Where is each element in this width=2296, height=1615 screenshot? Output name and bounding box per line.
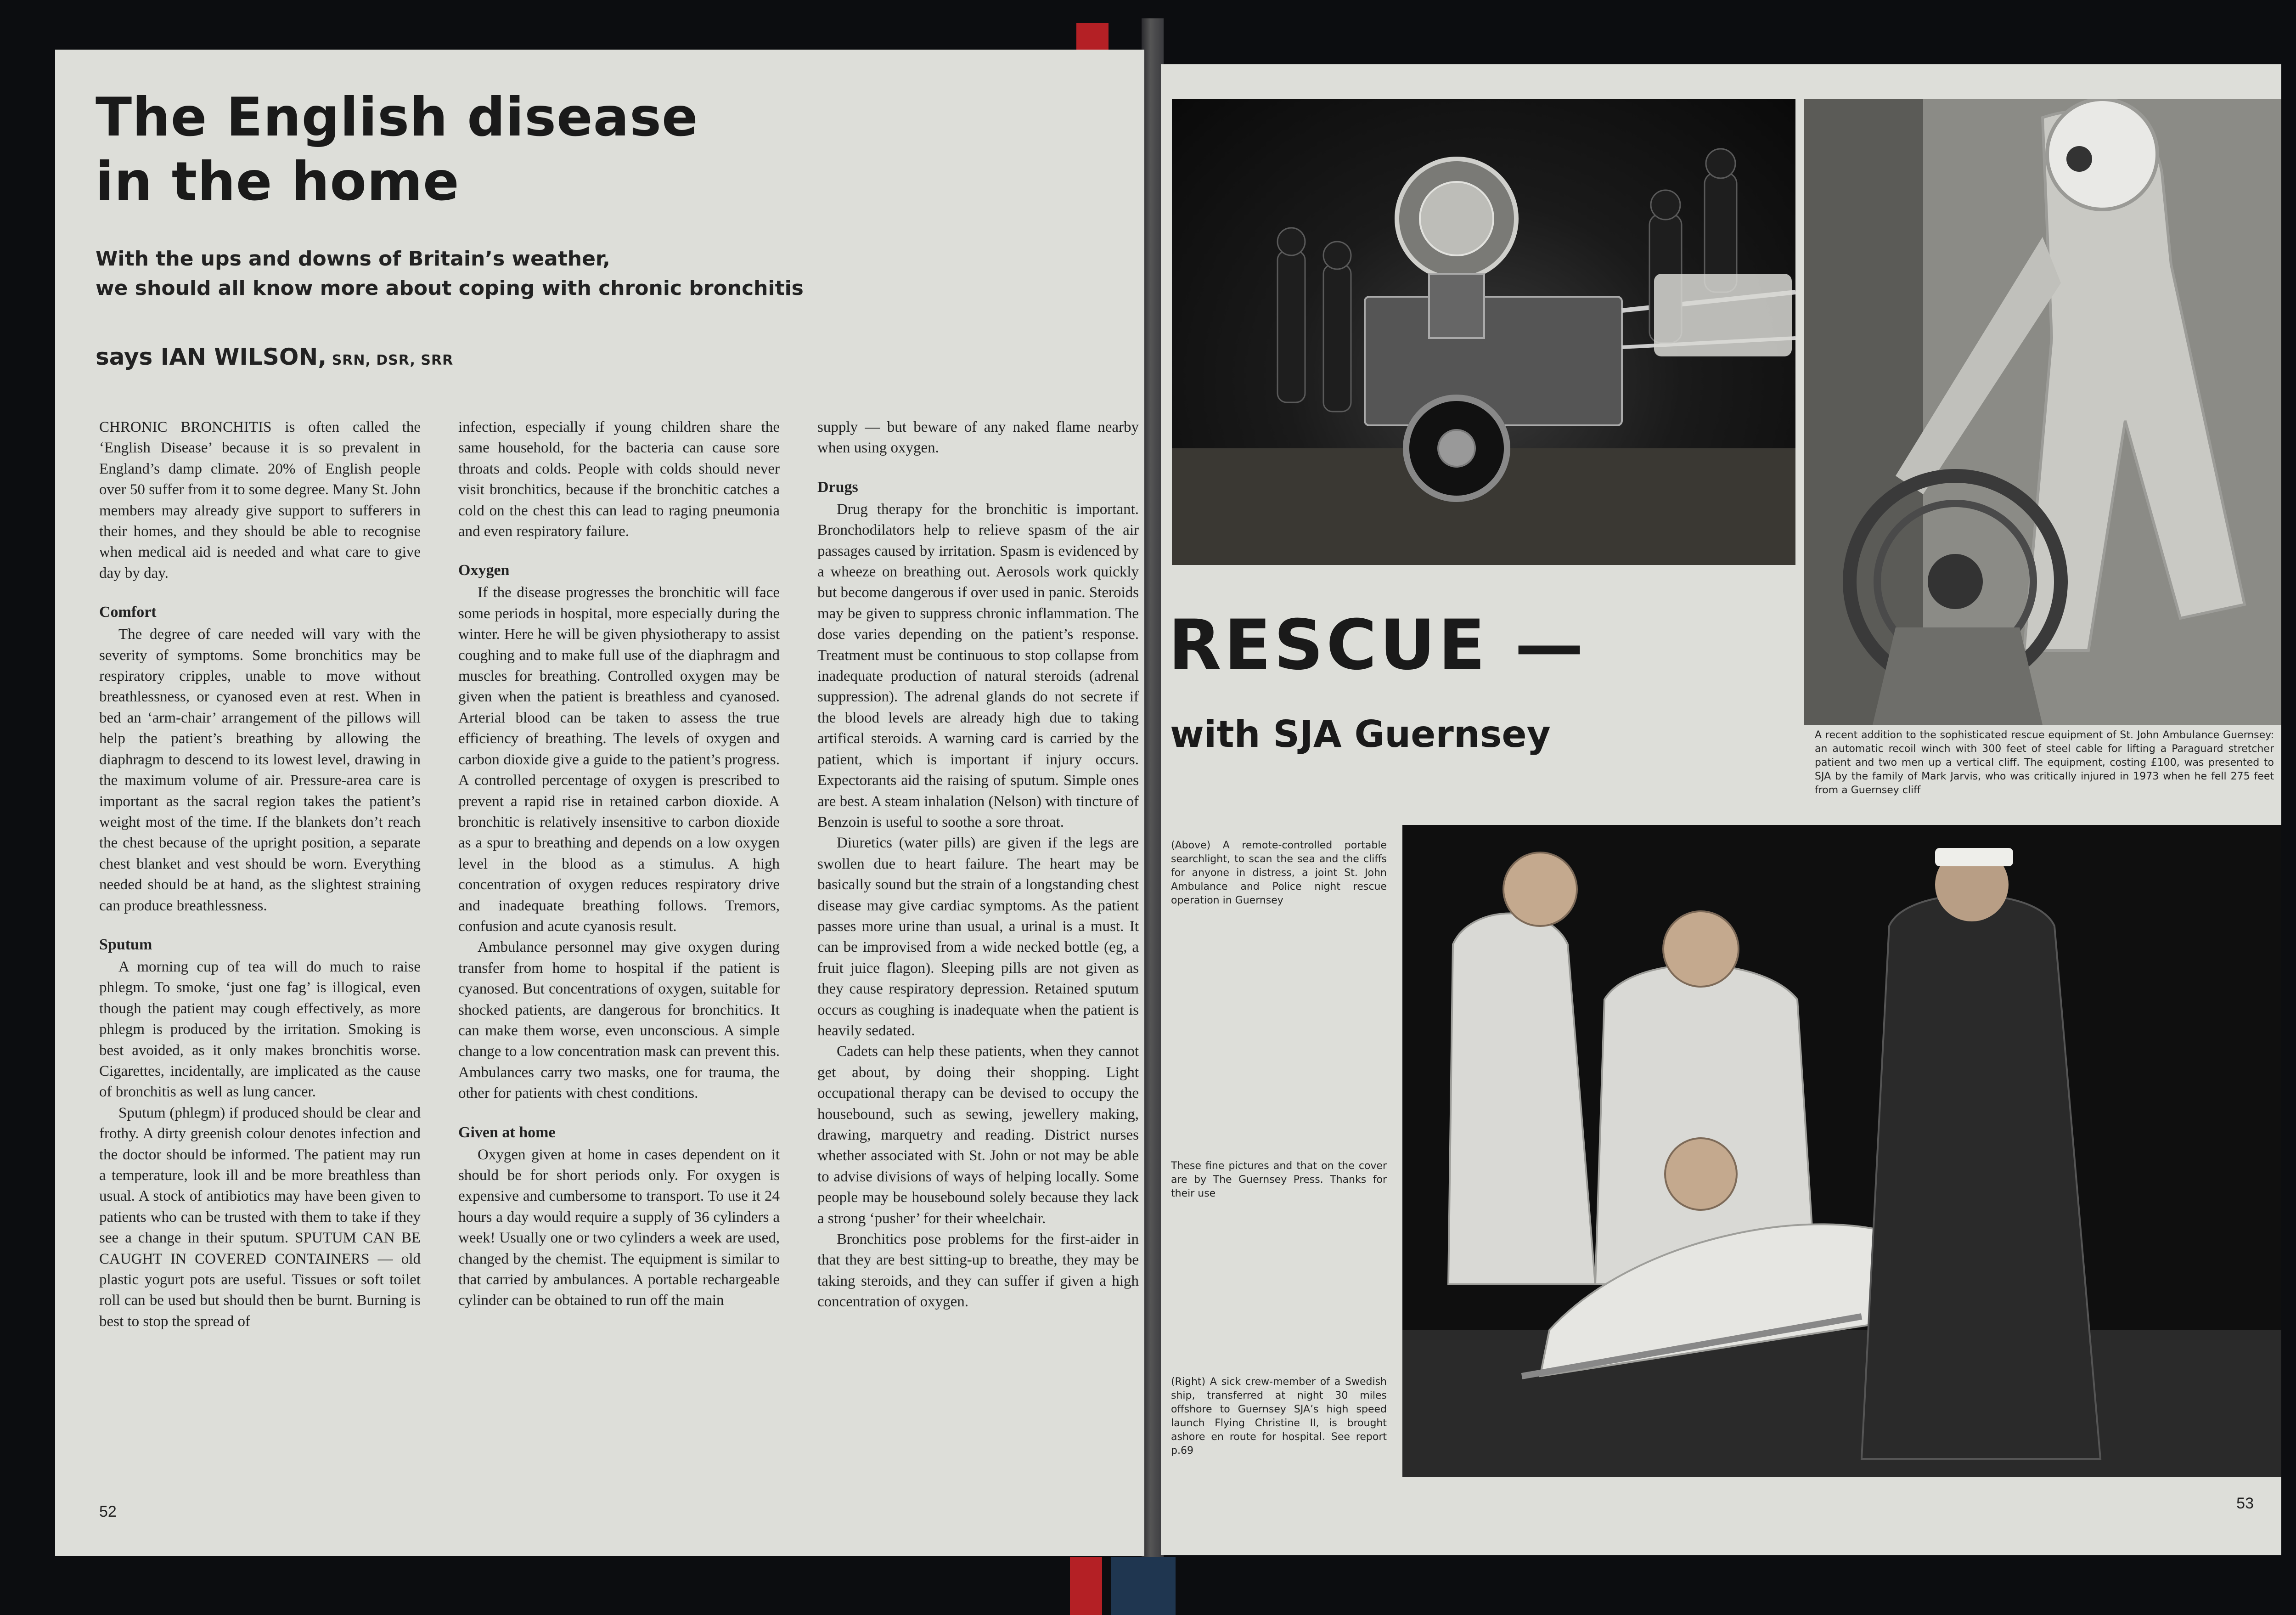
oxygen-paragraph-1: If the disease progresses the bronchitic will face some periods in hospital, more especially during the winter. Here he will be given physiotherapy to assist coughing and to make full use of the diaphragm and muscles for breathing. Controlled oxygen may be given when the patient is breathless and cyanosed. Arterial blood can be taken to assess the true efficiency of breathing. The levels of oxygen and carbon dioxide give a guide to the patient’s progress. A controlled percentage of oxygen is prescribed to prevent a rapid rise in retained carbon dioxide. A bronchitic is relatively insensitive to carbon dioxide as a spur to breathing and depends on a low oxygen level in the blood as a stimulus. A high concentration of oxygen reduces respiratory drive and inadequate breathing follows. Tremors, confusion and acute cyanosis result. [458,584,780,935]
sputum-paragraph-2: Sputum (phlegm) if produced should be clear and frothy. A dirty greenish colour denotes infection and the doctor should be informed. The patient may run a temperature, look ill and be more breathless than usual. A stock of antibiotics may have been given to patients who can be trusted with them to take if they see a change in their sputum. SPUTUM CAN BE CAUGHT IN COVERED CONTAINERS — old plastic yogurt pots are useful. Tissues or soft toilet roll can be used but should then be burnt. Burning is best to stop the spread of [99,1104,421,1330]
text-column-3 [817,417,1139,1313]
rescue-headline: RESCUE — [1168,605,1587,685]
drugs-paragraph-3: Cadets can help these patients, when they cannot get about, by doing their shopping. Light occupational therapy can be devised to occupy the housebound, such as sewing, jewellery making, drawing, marquetry and reading. District nurses whether associated with St. John or not may be able to advise divisions of ways of helping locally. Some people may be housebound solely because they lack a strong ‘pusher’ for their wheelchair. [817,1043,1139,1227]
section-heading-comfort: Comfort [99,604,157,621]
article-title [96,85,698,214]
rescue-subhead: with SJA Guernsey [1170,713,1551,756]
comfort-paragraph: The degree of care needed will vary with the severity of symptoms. Some bronchitics may be respiratory cripples, unable to move without breathlessness, or cyanosed even at rest. When in bed an ‘arm-chair’ arrangement of the pillows will help the patient’s breathing by allowing the diaphragm to descend to its lowest level, drawing in the maximum volume of air. Pressure-area care is important as the sacral region takes the patient’s weight most of the time. If the blankets don’t reach the chest because of the upright position, a separate chest blanket and vest should be worn. Everything needed should be at hand, as the slightest straining can produce breathlessness. [99,626,421,914]
section-heading-sputum: Sputum [99,936,152,953]
drugs-paragraph-4: Bronchitics pose problems for the first-aider in that they are best sitting-up to breathe, they may be taking steroids, and they can suffer if given a high concentration of oxygen. [817,1231,1139,1310]
spine-ribbon-top [1076,23,1109,51]
photo-stretcher-rescue [1402,825,2281,1477]
oxygen-paragraph-2: Ambulance personnel may give oxygen during transfer from home to hospital if the patient is cyanosed. But concentrations of oxygen, suitable for shocked patients, are dangerous for bronchitics. It can make them worse, even unconscious. A simple change to a low concentration mask can prevent this. Ambulances carry two masks, one for trauma, the other for patients with chest conditions. [458,939,780,1102]
drugs-paragraph-1: Drug therapy for the bronchitic is important. Bronchodilators help to relieve spasm of the air passages caused by irritation. Spasm is evidenced by a wheeze on breathing out. Aerosols work quickly but become dangerous if over used in panic. Steroids may be given to suppress chronic inflammation. The dose varies depending on the patient’s response. Treatment must be continuous to stop collapse from inadequate production of natural steroids (adrenal suppression). The adrenal glands do not secrete if the blood levels are already high due to taking artifical steroids. A warning card is carried by the patient, which is important if injury occurs. Expectorants aid the raising of sputum. Simple ones are best. A steam inhalation (Nelson) with tincture of Benzoin is useful to soothe a sore throat. [817,501,1139,830]
home-paragraph: Oxygen given at home in cases dependent on it should be for short periods only. For oxygen is expensive and cumbersome to transport. To use it 24 hours a day would require a supply of 36 cylinders a week! Usually one or two cylinders a week are used, changed by the chemist. The equipment is similar to that carried by ambulances. A portable rechargeable cylinder can be obtained to run off the main [458,1146,780,1309]
sputum-paragraph-1: A morning cup of tea will do much to raise phlegm. To smoke, ‘just one fag’ is illogical, even though the patient may cough effectively, as more phlegm is produced by the irritation. Smoking is best avoided, as it only makes bronchitis worse. Cigarettes, incidentally, are implicated as the cause of bronchitis as well as lung cancer. [99,958,421,1101]
continued-paragraph: infection, especially if young children share the same household, for the bacteria can cause sore throats and colds. People with colds should never visit bronchitics, because if the bronchitic catches a cold on the chest this can lead to raging pneumonia and even respiratory failure. [458,419,780,540]
text-column-1 [99,417,421,1332]
drugs-paragraph-2: Diuretics (water pills) are given if the legs are swollen due to heart failure. The heart may be basically sound but the strain of a longstanding chest disease may give cardiac symptoms. As the patient passes more urine than usual, a urinal is a must. It can be improvised from a wide necked bottle (eg, a fruit juice flagon). Sleeping pills are not given as they cause respiratory depression. Retained sputum occurs as coughing is inadequate when the patient is heavily sedated. [817,835,1139,1039]
deck-line-2: we should all know more about coping with chronic bronchitis [96,277,804,300]
deck-line-1: With the ups and downs of Britain’s weather, [96,247,610,271]
section-heading-drugs: Drugs [817,478,858,496]
article-title-line-2: in the home [96,151,460,213]
caption-winch: A recent addition to the sophisticated rescue equipment of St. John Ambulance Guernsey: an automatic recoil winch with 300 feet of steel cable for lifting a Paraguard stretcher patient and two men up a vertical cliff. The equipment, costing £100, was presented to SJA by the family of Mark Jarvis, who was critically injured in 1973 when he fell 275 feet from a Guernsey cliff [1815,729,2274,796]
photo-recoil-winch [1804,99,2281,725]
page-number-right: 53 [2236,1495,2254,1512]
text-column-2 [458,417,780,1311]
stretcher-illustration [1402,825,2281,1477]
article-title-line-1: The English disease [96,86,698,148]
searchlight-illustration [1172,99,1795,565]
caption-stretcher: (Right) A sick crew-member of a Swedish ship, transferred at night 30 miles offshore to Guernsey SJA’s high speed launch Flying Christine II, is brought ashore en route for hospital. See report p.69 [1171,1376,1387,1457]
spine-binding-bottom [1111,1557,1176,1615]
byline-credentials: SRN, DSR, SRR [326,352,454,368]
intro-paragraph: CHRONIC BRONCHITIS is often called the ‘English Disease’ because it is so prevalent in England’s damp climate. 20% of English people over 50 suffer from it to some degree. Many St. John members may already give support to sufferers in their homes, and they should be able to recognise when medical aid is needed and what care to give day by day. [99,419,421,582]
byline [96,344,453,370]
photo-searchlight-operation [1172,99,1795,565]
byline-author: says IAN WILSON, [96,344,327,370]
spine [1142,18,1164,1615]
winch-illustration [1804,99,2281,725]
right-page [1161,64,2281,1555]
left-page [55,50,1144,1556]
spine-ribbon-bottom [1070,1557,1102,1615]
section-heading-given-at-home: Given at home [458,1124,556,1141]
caption-credits: These fine pictures and that on the cover are by The Guernsey Press. Thanks for their use [1171,1160,1387,1199]
article-deck [96,244,804,303]
caption-searchlight: (Above) A remote-controlled portable searchlight, to scan the sea and the cliffs for anyone in distress, a joint St. John Ambulance and Police night rescue operation in Guernsey [1171,840,1387,906]
page-number-left: 52 [99,1503,117,1520]
continued-paragraph: supply — but beware of any naked flame nearby when using oxygen. [817,419,1139,457]
section-heading-oxygen: Oxygen [458,562,510,579]
